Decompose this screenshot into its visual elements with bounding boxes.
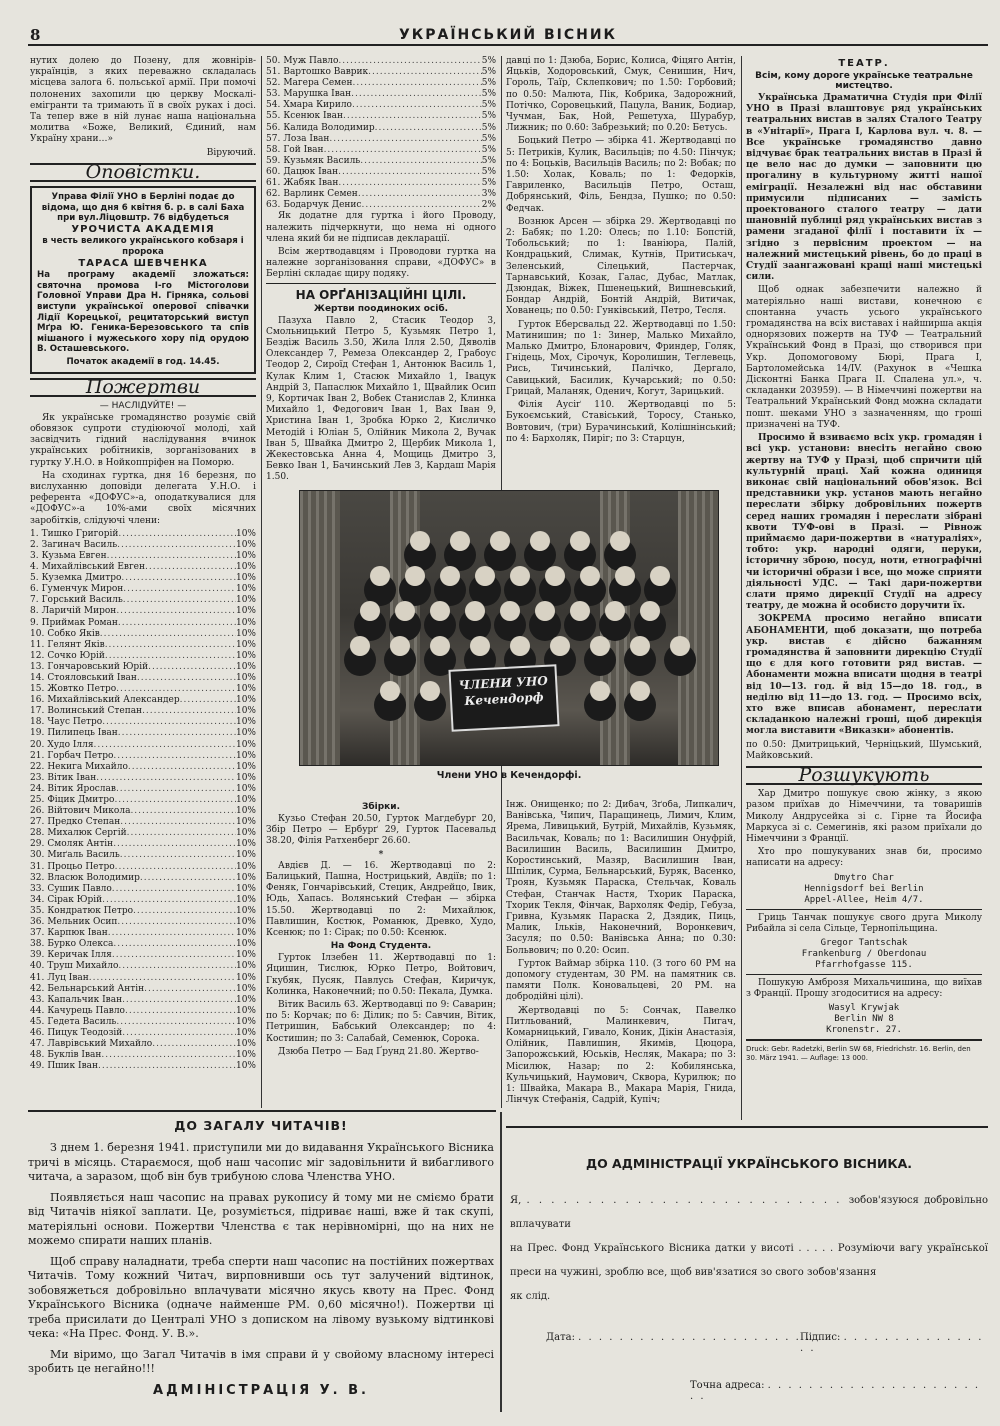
members-list-2 — [266, 56, 496, 211]
form-line-3: як слід. — [510, 1291, 551, 1302]
photo-person — [590, 636, 610, 656]
member-row: 41. Луц Іван ..... 10% — [30, 973, 256, 984]
photo-person — [570, 531, 590, 551]
star-divider: * — [378, 849, 384, 860]
photo-person — [535, 601, 555, 621]
notice-line-1: Управа Філії УНО в Берліні подає до відома, що дня 6 квітня б. р. в салі Баха при вул.Ліцовштр. 76 відбудеться — [41, 192, 245, 224]
member-row: 29. Смоляк Антін ..... 10% — [30, 839, 256, 850]
photo-person — [490, 531, 510, 551]
member-row: 18. Чаус Петро ..... 10% — [30, 717, 256, 728]
mid-right-column — [506, 800, 736, 1110]
theatre-subheading: Всім, кому дороге українське театральне мистецтво. — [755, 71, 973, 91]
address-1: Dmytro Char Hennigsdorf bei Berlin Appel-Allee, Heim 4/7. — [804, 872, 924, 905]
col3-para-4: Гурток Еберсвальд 22. Жертводавці по 1.50: Матинишин; по 1: Зинер, Малько Михайло, Малько Дмитро, Блонарович, Фриндер, Голяк, Гнідець, Мох, Сірочук, Королишин, Теглевець, Рись, Тичинський, Палічко, Дергало, Савицький, Басилик, Кучарський; по 0.50: Грицай, Маланяк, Оденич, Когут, Зарицький. — [506, 319, 736, 397]
intro-signature: Віруючий. — [206, 147, 256, 158]
mid-left-para-1: Кузьо Стефан 20.50, Гурток Магдебург 20, Збір Петро — Ербурґ 29, Гурток Пасевальд 38.20, Філія Ратхенберг 26.60. — [266, 814, 496, 847]
photo-person — [500, 601, 520, 621]
members-list-1 — [30, 529, 256, 1073]
intro-text: нутих долею до Позену, для жовнірів-українців, з яких переважно складалась місцева залога 6. польської армії. При помочі полонених захопили цю церкву Москалі-емігранти та тримають її в своїх руках і досі. Та тепер вже в ній лунає наша національна молитва «Боже, Великий, Єдиний, нам Україну храни…» — [30, 56, 256, 145]
member-row: 10. Собко Яків ..... 10% — [30, 629, 256, 640]
photo-sign: ЧЛЕНИ УНО Кечендорф — [448, 664, 559, 732]
search-para-1: Хар Дмитро пошукує свою жінку, з якою разом приїхав до Німеччини, та товаришів Миколу Андрусейка зі с. Гірне та Йосифа Маркуса зі с. Семегинів, які разом приїхали до Німеччини з Франції. — [746, 789, 982, 844]
theatre-para-1: Українська Драматична Студія при Філії УНО в Празі влаштовує ряд українських театральних вистав в залях Сталого Театру в «Унітарії», Прага І, Карлова вул. ч. 8. — Все українське громадянство давно відчуває брак театральних вистав в Празі й це вело нас до думки — заповнити цю прогалину в культурному житті нашої еміграції. Незалежні від нас обставини примусили підписаних — замість проектованого сталого театру — дати шановній публиці ряд українських вистав з рамени згаданої філії і поставити їх — згідно з первісним проектом — на належний мистецький рівень, бо до праці в Студії заангажовані кращі наші мистецькі сили. — [746, 93, 982, 283]
photo-person — [545, 566, 565, 586]
member-row: 21. Горбач Петро ..... 10% — [30, 751, 256, 762]
member-row: 33. Сушик Павло ..... 10% — [30, 884, 256, 895]
photo-person — [530, 531, 550, 551]
form-line-2: на Прес. Фонд Українського Вісника датки у висоті . . . . . Розуміючи вагу української преси на чужині, зроблю все, щоб вив'язатися зо свого зобов'язання — [510, 1243, 988, 1278]
member-row: 48. Буклів Іван ..... 10% — [30, 1050, 256, 1061]
photo-caption: Члени УНО в Кечендорфі. — [436, 770, 582, 781]
mid-left-para-5: Дзюба Петро — Бад Ґрунд 21.80. Жертво- — [278, 1046, 479, 1057]
member-row: 39. Керичак Ілля ..... 10% — [30, 950, 256, 961]
member-row: 15. Жовтко Петро ..... 10% — [30, 684, 256, 695]
address-2: Gregor Tantschak Frankenburg / Oberdonau Pfarrhofgasse 115. — [801, 938, 927, 971]
address-row: Точна адреса: . . . . . . . . . . . . . . . . . . . . . . . — [690, 1380, 980, 1402]
member-row: 53. Марушка Іван ..... 5% — [266, 89, 496, 100]
member-row: 37. Карпюк Іван ..... 10% — [30, 928, 256, 939]
member-row: 50. Муж Павло ..... 5% — [266, 56, 496, 67]
org-goals-subheading: Жертви поодиноких осіб. — [313, 303, 449, 314]
theatre-para-2: Щоб однак забезпечити належно й матеріяльно наші вистави, конечною є спонтанна участь усього українського громадянства на всіх виставах і найширша акція однорязових пожертв на ТУФ — Театральний Український Фонд в Празі, що створився при Укр. Допомоговому Бюрі, Прага І, Бартоломейська 14/IV. (Рахунок в «Чешка Дісконтні Банка Прага II. Спалена ул.», ч. складанки 203959). — В Німеччині пожертви на Театральний Український Фонд можна складати пошт. шеками УНО з зазначенням, що грошi призначені на ТУФ. — [746, 285, 982, 430]
member-row: 25. Фіцик Дмитро ..... 10% — [30, 795, 256, 806]
mid-left-para-3: Гурток Ілзебен 11. Жертводавці по 1: Яцишин, Тислюк, Юрко Петро, Войтович, Гкубяк, Пусяк, Павлусь Стефан, Киричук, Колинка, Наконечний; по 0.50: Пекала, Думка. — [266, 953, 496, 997]
photo-person — [550, 636, 570, 656]
photo-person — [405, 566, 425, 586]
search-para-3: Гриць Танчак пошукує свого друга Миколу Рибайла зі села Сільце, Тернопільщина. — [746, 912, 982, 934]
col3-para-5: Філія Аусіґ 110. Жертводавці по 5: Букоємський, Ставіський, Торосу, Станько, Вовтович, (три) Бурачинський, Колішнінський; по 4: Бархоляк, Пиріг; по 3: Старцун, — [506, 400, 736, 444]
photo-person — [475, 566, 495, 586]
column-2 — [266, 56, 496, 496]
collections-heading: Збірки. — [361, 802, 401, 812]
photo-person — [630, 681, 650, 701]
member-row: 24. Вітик Ярослав ..... 10% — [30, 784, 256, 795]
search-para-4: Пошукую Амброзя Михальчишина, що виїхав з Франції. Прошу згодоситися на адресу: — [746, 978, 982, 1000]
photo-person — [640, 601, 660, 621]
photo-person — [410, 531, 430, 551]
photo-person — [360, 601, 380, 621]
mid-left-para-4: Вітик Василь 63. Жертводавці по 9: Саварин; по 5: Корчак; по 6: Ділик; по 5: Савчин, Вітик, Петришин, Бабський Олександер; по 4: Костишин; по 3: Салабай, Семенюк, Сорока. — [266, 1000, 496, 1044]
mid-left-para-2: Авдієв Д. — 16. Жертводавці по 2: Балицький, Пашна, Нострицький, Авдіїв; по 1: Феняк, Гончарівський, Стецик, Андрейцо, Івик, Юдь, Хапась. Волянський Стефан — збірка 15.50. Жертводавці по 2: Михайлюк, Павлишин, Костюк, Романюк, Древко, Худо, Ксенюк; по 1: Сірак; по 0.50: Ксенюк. — [266, 860, 496, 939]
photo-person — [510, 566, 530, 586]
student-fund-heading: На Фонд Студента. — [330, 941, 432, 952]
address-field[interactable]: . . . . . . . . . . . . . . . . . . . . . . . — [690, 1380, 980, 1402]
member-row: 32. Власюк Володимир ..... 10% — [30, 873, 256, 884]
member-row: 55. Ксенюк Іван ..... 5% — [266, 111, 496, 122]
follow-heading: — НАСЛІДУЙТЕ! — — [99, 400, 187, 411]
date-row: Дата: . . . . . . . . . . . . . . . . . . . . . . . — [546, 1332, 812, 1343]
notice-line-3: в честь великого українського кобзаря і пророка — [42, 236, 244, 257]
theatre-heading: ТЕАТР. — [838, 58, 890, 69]
section-notices: Оповістки. — [30, 163, 256, 182]
appeal-signature: АДМІНІСТРАЦІЯ У. В. — [153, 1382, 369, 1398]
member-row: 8. Ларичій Мирон ..... 10% — [30, 606, 256, 617]
member-row: 11. Гелянт Яків ..... 10% — [30, 640, 256, 651]
printer-imprint: Druck: Gebr. Radetzki, Berlin SW 68, Friedrichstr. 16. Berlin, den 30. März 1941. — Auflage: 13 000. — [746, 1045, 971, 1063]
theatre-para-4: ЗОКРЕМА просимо негайно вписати АБОНАМЕНТИ, щоб доказати, що потреба укр. вистав є дійсно бажанням громадянства й заповнити дирекцію Студії що є для кого готовити ряд вистав. — Абонаменти можна вписати щодня в театрі від 10—13. год. й від 15—до 18. год., в неділю від 11—до 13. год. — Просимо всіх, хто вже вписав абонамент, переслати складанкою належні гроші, щоб дирекція могла виставити «Виказки» абонентів. — [746, 614, 982, 737]
member-row: 56. Калида Володимир ..... 5% — [266, 123, 496, 134]
group-photo — [299, 490, 719, 766]
theatre-para-5: по 0.50: Дмитрицький, Черніцький, Шумський, Майковський. — [746, 739, 982, 761]
member-row: 3. Кузьма Евген ..... 10% — [30, 551, 256, 562]
member-row: 61. Жабяк Іван ..... 5% — [266, 178, 496, 189]
column-4 — [746, 56, 982, 1122]
org-goals-heading: НА ОРҐАНІЗАЦІЙНІ ЦІЛІ. — [295, 287, 467, 302]
member-row: 5. Куземка Дмитро ..... 10% — [30, 573, 256, 584]
member-row: 17. Волинський Степан ..... 10% — [30, 706, 256, 717]
photo-person — [465, 601, 485, 621]
photo-person — [370, 566, 390, 586]
photo-person — [430, 636, 450, 656]
photo-person — [450, 531, 470, 551]
photo-person — [630, 636, 650, 656]
appeal-heading: ДО ЗАГАЛУ ЧИТАЧІВ! — [174, 1118, 348, 1133]
pledge-form — [510, 1156, 988, 1418]
photo-person — [650, 566, 670, 586]
date-field[interactable]: . . . . . . . . . . . . . . . . . . . . . . . — [578, 1332, 812, 1343]
photo-person — [420, 681, 440, 701]
member-row: 30. Миґаль Василь ..... 10% — [30, 850, 256, 861]
photo-person — [440, 566, 460, 586]
member-row: 27. Предко Степан ..... 10% — [30, 817, 256, 828]
address-3: Wasyl Krywjak Berlin NW 8 Kronenstr. 27. — [826, 1003, 902, 1036]
photo-person — [580, 566, 600, 586]
section-donations: Пожертви — [30, 378, 256, 397]
notice-line-5: На програму академії зложаться: святочна промова І-го Містоголови Головної Управи Дра Н. Гірняка, сольові виступи української оперової співачки Лідії Корецької, рецитаторський виступ Мґра Ю. Геника-Березовського та спів мішаного і мужеського хору під орудою В. Осташевського. — [37, 270, 249, 355]
member-row: 4. Михайлівський Евген ..... 10% — [30, 562, 256, 573]
member-row: 16. Михайлівський Александер ..... 10% — [30, 695, 256, 706]
appeal-para-4: Ми віримо, що Загал Читачів в імя справи й у свойому власному інтересі зробить це негайно!!! — [28, 1347, 494, 1375]
member-row: 59. Кузьмяк Василь ..... 5% — [266, 156, 496, 167]
member-row: 28. Михалюк Сергій ..... 10% — [30, 828, 256, 839]
photo-person — [510, 636, 530, 656]
member-row: 2. Загинач Василь ..... 10% — [30, 540, 256, 551]
section-search: Розшукують — [746, 766, 982, 785]
member-row: 13. Гончаровський Юрій ..... 10% — [30, 662, 256, 673]
name-field[interactable]: . . . . . . . . . . . . . . . . . . . . . . . . . . — [526, 1195, 849, 1206]
member-row: 38. Бурко Олекса ..... 10% — [30, 939, 256, 950]
donations-para-2: На сходинах гуртка, дня 16 березня, по вислуханню доповіди делегата У.Н.О. і референта «ДОФУС»-а, оподаткувалися для «ДОФУС»-а 10%-ами своїх місячних заробітків, слідуючі члени: — [30, 470, 256, 526]
paper-title: УКРАЇНСЬКИЙ ВІСНИК — [399, 27, 617, 43]
appeal-para-3: Щоб справу наладнати, треба сперти наш часопис на постійних пожертвах Читачів. Тому кожний Читач, вирповнивши ось тут залучений відтинок, зобовяжеться добровільно вплачувати місячно якусь квоту на Прес. Фонд Українського Вісника (одначе найменше РМ. 0,60 місячно!). Пожертви ці треба присилати до Централі УНО з дописком на лівому вузькому відтинкові чека: «На Прес. Фонд. У. В.». — [28, 1254, 494, 1340]
mid-right-para-3: Жертводавці по 5: Сончак, Павелко Питльований, Малинкевич, Пигач, Комарницький, Гивало, Коник, Дікін Анастазія, Олійник, Павлишин, Якимів, Цюцора, Запорожський, Юськів, Несляк, Макара; по 3: Місилюк, Назар; по 2: Кобилянська, Кульчицький, Наумович, Скворa, Курилюк; по 1: Швайка, Макара В., Макара Марія, Гнида, Лінчук Стефанія, Садрій, Купiч; — [506, 1005, 736, 1106]
member-row: 35. Кондратюк Петро ..... 10% — [30, 906, 256, 917]
theatre-para-3: Просимо й взиваємо всіх укр. громадян і всі укр. установи: внесіть негайно свою жертву на ТУФ у Празі, щоб спричити цій культурній праці. Хай кожна одиниця виконає свій національний обов'язок. Всі представники укр. установ мають негайно переслати збірку добровільних пожертв серед наших громадян і переслати зібрані квоти ТУФ-ові в Празі. — Рівнож приймаємо дари-пожертви в «натураліях», тобто: укр. народні одяги, перуки, історичну зброю, посуд, ноти, етнографічні чи історичні образи і все, що може сприяти діяльності УДС. — Такі дари-пожертви слати прямо дирекції Студії на адресу театру, де можна й особисто доручити їх. — [746, 433, 982, 612]
mid-left-column — [266, 800, 496, 1110]
photo-person — [570, 601, 590, 621]
member-row: 42. Бельнарський Антін ..... 10% — [30, 984, 256, 995]
appeal-para-2: Появляється наш часопис на правах рукопису й тому ми не сміємо брати від Читачів ніякої заплати. Це, розуміється, підриває наші, вже й так скупі, матеріяльні основи. Пожертви Членства є так нерівномірні, що на них не можемо спирати наших планів. — [28, 1190, 494, 1247]
photo-person — [470, 636, 490, 656]
member-row: 31. Процьо Петро ..... 10% — [30, 862, 256, 873]
member-row: 6. Гуменчук Мирон ..... 10% — [30, 584, 256, 595]
readers-appeal — [28, 1118, 494, 1414]
photo-person — [605, 601, 625, 621]
form-line-1: Я, . . . . . . . . . . . . . . . . . . . . . . . . . . зобов'язуюся добровільно вплачувати — [510, 1195, 989, 1230]
donations-para-1: Як українське громадянство розуміє свій обовязок супроти студіюючої молоді, хай засвідчить гідний наслідування вчинок українських робітників, зорганізованих в гуртку У.Н.О. в Нойкоппріфен на Поморю. — [30, 412, 256, 468]
col2-para-2: Всім жертводавцям і Проводови гуртка на належне зорганізовання справи, «ДОФУС» в Берліні складає щиру подяку. — [266, 246, 496, 280]
member-row: 40. Труш Михайло ..... 10% — [30, 961, 256, 972]
col3-para-3: Вознюк Арсен — збірка 29. Жертводавці по 2: Бабяк; по 1.20: Олесь; по 1.10: Бопстій, Тобольський; по 1: Іваніюра, Палій, Кондрацький, Слимак, Кутнів, Притиськач, Зеленський, Сілецький, Пастерчак, Тарнавський, Козак, Галас, Дубас, Матлак, Дзюндак, Віжек, Пшенецький, Вишневський, Бондар Андрій, Бонтій Андрій, Витичак, Хованець; по 0.50: Гунківський, Петро, Тесля. — [506, 216, 736, 317]
notice-line-2: УРОЧИСТА АКАДЕМІЯ — [71, 223, 215, 235]
column-3 — [506, 56, 736, 496]
notice-line-6: Початок академії в год. 14.45. — [66, 356, 220, 367]
member-row: 22. Некига Михайло ..... 10% — [30, 762, 256, 773]
photo-person — [430, 601, 450, 621]
appeal-para-1: З днем 1. березня 1941. приступили ми до видавання Українського Вісника тричі в місяць. Старaємося, щоб наш часопис міг задовільнити й вибагливого читача, а заразом, щоб він був трибуною слова Членства УНО. — [28, 1141, 494, 1183]
member-row: 34. Сірак Юрій ..... 10% — [30, 895, 256, 906]
member-row: 44. Качурець Павло ..... 10% — [30, 1006, 256, 1017]
member-row: 14. Стояловський Іван ..... 10% — [30, 673, 256, 684]
form-heading: ДО АДМІНІСТРАЦІЇ УКРАЇНСЬКОГО ВІСНИКА. — [585, 1156, 913, 1171]
member-row: 58. Гой Іван ..... 5% — [266, 145, 496, 156]
member-row: 63. Бодарчук Денис ..... 2% — [266, 200, 496, 211]
member-row: 60. Дацюк Іван ..... 5% — [266, 167, 496, 178]
notice-line-4: ТАРАСА ШЕВЧЕНКА — [78, 257, 208, 269]
member-row: 1. Тишко Григорій ..... 10% — [30, 529, 256, 540]
member-row: 45. Гедета Василь ..... 10% — [30, 1017, 256, 1028]
member-row: 46. Пицук Теодозій ..... 10% — [30, 1028, 256, 1039]
mid-right-para-2: Гурток Ваймар збірка 110. (З того 60 РМ на допомогу студентам, 30 РМ. на памятник св. памяти Полк. Коновальцеві, 20 РМ. на добродійні цілі). — [506, 958, 736, 1003]
search-para-2: Хто про пошукуваних знав би, просимо написати на адресу: — [746, 847, 982, 869]
member-row: 52. Магера Семен ..... 5% — [266, 78, 496, 89]
member-row: 51. Вартошко Ваврик ..... 5% — [266, 67, 496, 78]
photo-person — [670, 636, 690, 656]
member-row: 36. Мельник Осип ..... 10% — [30, 917, 256, 928]
member-row: 20. Худо Ілля ..... 10% — [30, 740, 256, 751]
photo-person — [610, 531, 630, 551]
member-row: 57. Лоза Іван ..... 5% — [266, 134, 496, 145]
photo-person — [350, 636, 370, 656]
member-row: 54. Хмара Кирило ..... 5% — [266, 100, 496, 111]
member-row: 9. Приймак Роман ..... 10% — [30, 618, 256, 629]
mid-right-para-1: Інж. Онищенко; по 2: Дибач, Зґоба, Липкалич, Ванівська, Чипич, Паращинець, Лимич, Клим, Ярема, Ливицький, Бутрій, Михайлів, Кузьмяк, Васильчак, Коваль; по 1: Василишин Онуфрій, Василишин Василь, Василишин Дмитро, Коростинський, Мазяр, Василишин Іван, Шпілик, Сурма, Бельнарський, Буряк, Васенко, Троян, Кузьмяк Параска, Стельчак, Коваль Стефан, Станчак Настя, Тхорик Параска, Тхорик Текля, Фінчак, Вархоляк Федір, Гебуза, Гривна, Кузьмяк Параска 2, Дзядик, Пиць, Малик, Ільків, Наконечний, Воронкевич, Засуля; по 0.50: Ванівська Анна; по 0.30: Больвович; по 0.20: Осип. — [506, 800, 736, 956]
member-row: 7. Горський Василь ..... 10% — [30, 595, 256, 606]
photo-person — [395, 601, 415, 621]
member-row: 47. Лаврівський Михайло ..... 10% — [30, 1039, 256, 1050]
signature-row: Підпис: . . . . . . . . . . . . . . . . — [800, 1332, 984, 1354]
col3-para-2: Боцький Петро — збірка 41. Жертводавці по 5: Петриків, Кулик, Васильців; по 4.50: Пінчук; по 4: Боцьків, Васильців Василь; по 2: Вобак; по 1.50: Холак, Коваль; по 1: Федорків, Гавриленко, Васильців Петро, Осташ, Добрянський, Філь, Бендза, Пушко; по 0.50: Федчак. — [506, 136, 736, 214]
member-row: 62. Варлинк Семен ..... 3% — [266, 189, 496, 200]
page-number: 8 — [30, 26, 41, 44]
member-row: 43. Капальчик Іван ..... 10% — [30, 995, 256, 1006]
col2-para-3: Пазуха Павло 2, Стасик Теодор 3, Смольницький Петро 5, Кузьмяк Петро 1, Бездіж Василь 3.50, Жила Ілля 2.50, Дяволів Олександер 7, Ремеза Олександер 2, Грабоус Теодор 2, Сирoїд Стефан 1, Антонюк Василь 1, Кулак Клим 1, Стасюк Михайло 1, Івацук Андрій 3, Папаслюк Михайло 1, Щвайлик Осип 9, Кортичак Іван 2, Вобек Станислав 2, Клинка Михайло 1, Федогович Іван 1, Вах Іван 9, Христина Іван 1, Зробка Юрко 2, Кисличко Методій і Юліан 5, Олійник Микола 2, Вучак Іван 5, Швайка Дмитро 2, Щербик Микола 1, Жекестовська Анна 4, Мощиць Дмитро 3, Бевко Іван 1, Бачинський Лев 3, Кардаш Марія 1.50. — [266, 315, 496, 483]
member-row: 26. Війтович Микола ..... 10% — [30, 806, 256, 817]
photo-person — [590, 681, 610, 701]
notice-box — [30, 186, 256, 374]
col3-para-1: давці по 1: Дзюба, Борис, Колиса, Фіцяго Антін, Яцьків, Ходоровський, Смук, Сенишин, Нич, Гороль, Таїр, Склепкович; по 1.50: Горбовий; по 0.50: Малюта, Пік, Кобрика, Задорожний, Потічко, Соровецький, Пацула, Ваник, Бодиар, Чучман, Бак, Ной, Решетуха, Шурабур, Лижник; по 0.60: Забрезький; по 0.20: Бетусь. — [506, 56, 736, 134]
masthead — [28, 26, 988, 46]
photo-person — [615, 566, 635, 586]
photo-person — [390, 636, 410, 656]
photo-person — [380, 681, 400, 701]
col2-para-1: Як додатне для гуртка і його Проводу, належить підчеркнути, що нема ні одного члена який би не підписав декларації. — [266, 211, 496, 244]
member-row: 12. Сочко Юрій ..... 10% — [30, 651, 256, 662]
signature-field[interactable]: . . . . . . . . . . . . . . . . — [800, 1332, 984, 1354]
column-1 — [30, 56, 256, 1106]
member-row: 19. Пилипець Іван ..... 10% — [30, 728, 256, 739]
member-row: 23. Вітик Іван ..... 10% — [30, 773, 256, 784]
member-row: 49. Пшик Іван ..... 10% — [30, 1061, 256, 1072]
